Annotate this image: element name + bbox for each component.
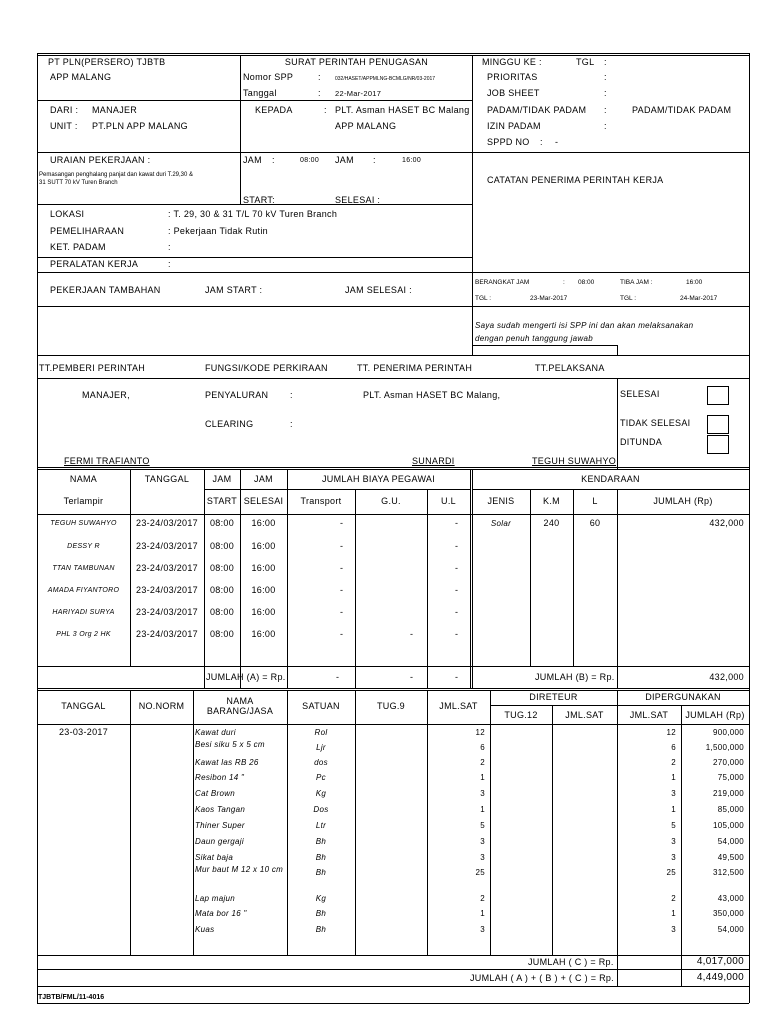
- col-satuan: SATUAN: [302, 701, 340, 711]
- tanggal-label: Tanggal: [243, 88, 277, 98]
- uraian-line1: Pemasangan penghalang panjat dan kawat duri T.29,30 &: [39, 172, 194, 178]
- row-jumlah: 75,000: [717, 773, 744, 782]
- colon: :: [168, 259, 171, 269]
- row-satuan: dos: [314, 758, 328, 767]
- row-start: 08:00: [209, 563, 235, 573]
- start-label: START:: [243, 195, 275, 205]
- row-nama: TTAN TAMBUNAN: [52, 565, 115, 572]
- row-nama: Kaos Tangan: [195, 805, 246, 814]
- jumlah-c-value: 4,017,000: [696, 956, 744, 967]
- catatan-label: CATATAN PENERIMA PERINTAH KERJA: [487, 175, 664, 185]
- row-tanggal: 23-24/03/2017: [136, 563, 198, 573]
- col-barang: BARANG/JASA: [206, 706, 274, 716]
- row-dip-jmlsat: 6: [671, 743, 676, 752]
- colon: :: [318, 72, 321, 82]
- row-jmlsat: 1: [480, 805, 485, 814]
- row-jmlsat: 3: [480, 789, 485, 798]
- col-nama: NAMA: [226, 696, 254, 706]
- col-start: START: [206, 496, 238, 506]
- signer-name-1: FERMI TRAFIANTO: [64, 456, 150, 466]
- colon: :: [290, 390, 293, 400]
- colon: :: [318, 88, 321, 98]
- colon: :: [604, 72, 607, 82]
- row-jmlsat: 3: [480, 853, 485, 862]
- tambahan-label: PEKERJAAN TAMBAHAN: [50, 285, 161, 295]
- row-ul: -: [455, 607, 459, 617]
- pelaksana-label: TT.PELAKSANA: [535, 363, 605, 373]
- col-ul: U.L: [441, 496, 456, 506]
- row-satuan: Rol: [314, 728, 328, 737]
- row-selesai: 16:00: [251, 541, 276, 551]
- uraian-line2: 31 SUTT 70 kV Turen Branch: [39, 180, 118, 186]
- kendaraan-l: 60: [589, 518, 601, 528]
- col-jam: JAM: [212, 474, 232, 484]
- row-start: 08:00: [209, 518, 235, 528]
- kendaraan-jumlah: 432,000: [709, 518, 744, 528]
- row-jumlah: 85,000: [717, 805, 744, 814]
- row-transport: -: [340, 563, 344, 573]
- row-jmlsat: 3: [480, 837, 485, 846]
- row-selesai: 16:00: [251, 585, 276, 595]
- col-nama: NAMA: [69, 474, 98, 484]
- uraian-label: URAIAN PEKERJAAN :: [50, 155, 151, 165]
- pemeliharaan-value: : Pekerjaan Tidak Rutin: [168, 226, 268, 236]
- statement-line2: dengan penuh tanggung jawab: [475, 334, 593, 343]
- lokasi-value: : T. 29, 30 & 31 T/L 70 kV Turen Branch: [168, 209, 338, 219]
- col-tug12: TUG.12: [504, 710, 538, 720]
- nomor-value: 032/HASET/APPMLNG-BCMLG/NR/03-2017: [335, 76, 436, 82]
- row-dip-jmlsat: 2: [671, 758, 676, 767]
- dari-label: DARI :: [50, 105, 79, 115]
- row-dip-jmlsat: 2: [671, 894, 676, 903]
- row-nama: Daun gergaji: [195, 837, 244, 846]
- row-jumlah: 54,000: [717, 837, 744, 846]
- row-jumlah: 49,500: [717, 853, 744, 862]
- row-ul: -: [455, 563, 459, 573]
- nomor-label: Nomor SPP: [243, 72, 294, 82]
- row-tanggal: 23-24/03/2017: [136, 541, 198, 551]
- padam-value: PADAM/TIDAK PADAM: [632, 105, 732, 115]
- berangkat-label: BERANGKAT JAM: [475, 279, 530, 286]
- row-jumlah: 312,500: [712, 868, 744, 877]
- total-value: 4,449,000: [696, 972, 744, 983]
- colon: :: [540, 137, 543, 147]
- row-nama: Resibon 14 ": [195, 773, 245, 782]
- row-nama: Lap majun: [195, 894, 236, 903]
- jam-start-label: JAM START :: [205, 285, 263, 295]
- jumlah-c-label: JUMLAH ( C ) = Rp.: [528, 957, 614, 967]
- row-jumlah: 54,000: [717, 925, 744, 934]
- peralatan-label: PERALATAN KERJA: [50, 259, 139, 269]
- row-selesai: 16:00: [251, 629, 276, 639]
- selesai-checkbox[interactable]: [707, 386, 729, 405]
- row-jumlah: 43,000: [717, 894, 744, 903]
- jam-selesai-label: JAM SELESAI :: [345, 285, 412, 295]
- sppd-label: SPPD NO: [487, 137, 530, 147]
- prioritas-label: PRIORITAS: [487, 72, 538, 82]
- row-nama: PHL 3 Org 2 HK: [56, 631, 111, 638]
- col-dip-jmlsat: JML.SAT: [629, 710, 669, 720]
- col-jam: JAM: [254, 474, 273, 484]
- pemeliharaan-label: PEMELIHARAAN: [50, 226, 125, 236]
- unit-name: APP MALANG: [50, 72, 112, 82]
- izin-padam-label: IZIN PADAM: [487, 121, 541, 131]
- row-nama: Mur baut M 12 x 10 cm: [195, 865, 284, 874]
- ket-padam-label: KET. PADAM: [50, 242, 106, 252]
- row-dip-jmlsat: 1: [671, 805, 676, 814]
- row-transport: -: [340, 585, 344, 595]
- row-jmlsat: 1: [480, 773, 485, 782]
- colon: :: [604, 121, 607, 131]
- row-nama: Thiner Super: [195, 821, 245, 830]
- row-jmlsat: 25: [475, 868, 485, 877]
- row-transport: -: [340, 541, 344, 551]
- row-jmlsat: 2: [480, 758, 485, 767]
- col-biaya: JUMLAH BIAYA PEGAWAI: [321, 474, 436, 484]
- row-satuan: Ltr: [315, 821, 327, 830]
- col-jenis: JENIS: [487, 496, 515, 506]
- tgl-berangkat: 23-Mar-2017: [530, 295, 568, 302]
- col-dipergunakan: DIPERGUNAKAN: [645, 692, 721, 702]
- colon: :: [290, 419, 293, 429]
- row-dip-jmlsat: 3: [671, 853, 676, 862]
- total-label: JUMLAH ( A ) + ( B ) + ( C ) = Rp.: [470, 973, 614, 983]
- row-dip-jmlsat: 5: [671, 821, 676, 830]
- jumlah-b-value: 432,000: [709, 672, 744, 682]
- jumlah-a-label: JUMLAH (A) = Rp.: [206, 672, 286, 682]
- col-kendaraan: KENDARAAN: [581, 474, 640, 484]
- pemberi-perintah-label: TT.PEMBERI PERINTAH: [39, 363, 146, 373]
- col-tanggal: TANGGAL: [61, 701, 106, 711]
- row-dip-jmlsat: 1: [671, 773, 676, 782]
- row-nama: Besi siku 5 x 5 cm: [195, 740, 265, 749]
- row-jmlsat: 2: [480, 894, 485, 903]
- colon: :: [324, 105, 327, 115]
- row-nama: Kawat las RB 26: [195, 758, 259, 767]
- row-satuan: Bh: [315, 909, 327, 918]
- penyaluran-label: PENYALURAN: [205, 390, 269, 400]
- row-selesai: 16:00: [251, 518, 276, 528]
- col-direteur: DIRETEUR: [529, 692, 578, 702]
- selesai-status-label: SELESAI: [620, 389, 660, 399]
- spp-title: SURAT PERINTAH PENUGASAN: [284, 57, 429, 67]
- row-dip-jmlsat: 12: [666, 728, 676, 737]
- colon: :: [604, 105, 607, 115]
- jam-label: JAM: [243, 155, 262, 165]
- row-ul: -: [455, 585, 459, 595]
- jumlah-a-transport: -: [336, 672, 340, 682]
- row-dip-jmlsat: 25: [666, 868, 676, 877]
- material-date: 23-03-2017: [58, 727, 109, 737]
- col-jumlah-rp: JUMLAH (Rp): [653, 496, 713, 506]
- tiba-value: 16:00: [686, 279, 703, 286]
- tidak-selesai-label: TIDAK SELESAI: [620, 418, 691, 428]
- row-dip-jmlsat: 1: [671, 909, 676, 918]
- colon: :: [373, 155, 376, 165]
- row-transport: -: [340, 518, 344, 528]
- row-ul: -: [455, 518, 459, 528]
- row-jmlsat: 12: [475, 728, 485, 737]
- fungsi-label: FUNGSI/KODE PERKIRAAN: [205, 363, 328, 373]
- row-jmlsat: 6: [480, 743, 485, 752]
- jam-start-value: 08:00: [300, 157, 320, 164]
- row-start: 08:00: [209, 629, 235, 639]
- col-norm: NO.NORM: [138, 701, 185, 711]
- jumlah-a-ul: -: [455, 672, 459, 682]
- job-sheet-label: JOB SHEET: [487, 88, 540, 98]
- plt-label: PLT. Asman HASET BC Malang,: [363, 390, 501, 400]
- row-nama: Sikat baja: [195, 853, 234, 862]
- row-nama: Kawat duri: [195, 728, 236, 737]
- col-l: L: [592, 496, 598, 506]
- kendaraan-jenis: Solar: [490, 519, 512, 528]
- col-dir-jmlsat: JML.SAT: [565, 710, 604, 720]
- col-tanggal: TANGGAL: [144, 474, 190, 484]
- selesai-label: SELESAI :: [335, 195, 381, 205]
- jam-label: JAM: [335, 155, 354, 165]
- jam-end-value: 16:00: [402, 157, 422, 164]
- col-jmlsat: JML.SAT: [439, 701, 478, 711]
- row-dip-jmlsat: 3: [671, 789, 676, 798]
- row-jumlah: 219,000: [712, 789, 744, 798]
- row-jmlsat: 1: [480, 909, 485, 918]
- colon: :: [272, 155, 275, 165]
- row-satuan: Kg: [315, 894, 327, 903]
- row-jumlah: 900,000: [712, 728, 744, 737]
- row-jumlah: 350,000: [712, 909, 744, 918]
- row-transport: -: [340, 629, 344, 639]
- statement-line1: Saya sudah mengerti isi SPP ini dan akan melaksanakan: [475, 321, 694, 330]
- col-dip-jumlah: JUMLAH (Rp): [685, 710, 745, 720]
- row-jmlsat: 5: [480, 821, 485, 830]
- tgl-tiba: 24-Mar-2017: [680, 295, 718, 302]
- col-tug9: TUG.9: [376, 701, 405, 711]
- row-satuan: Bh: [315, 925, 327, 934]
- row-start: 08:00: [209, 541, 235, 551]
- padam-label: PADAM/TIDAK PADAM: [487, 105, 587, 115]
- tgl-label: TGL :: [620, 295, 637, 302]
- row-tanggal: 23-24/03/2017: [136, 607, 198, 617]
- berangkat-value: 08:00: [578, 279, 595, 286]
- tgl-label: TGL :: [475, 295, 492, 302]
- kepada-line2: APP MALANG: [335, 121, 397, 131]
- unit-label: UNIT :: [50, 121, 78, 131]
- manajer-label: MANAJER,: [82, 390, 130, 400]
- tidak-selesai-checkbox[interactable]: [707, 415, 729, 434]
- dari-value: MANAJER: [92, 105, 138, 115]
- tgl-label: TGL: [576, 57, 595, 67]
- colon: :: [168, 242, 171, 252]
- minggu-label: MINGGU KE :: [482, 57, 542, 67]
- row-nama: Kuas: [195, 925, 215, 934]
- signer-name-2: SUNARDI: [412, 456, 455, 466]
- company-name: PT PLN(PERSERO) TJBTB: [48, 57, 166, 67]
- row-satuan: Kg: [315, 789, 327, 798]
- colon: :: [604, 57, 607, 67]
- unit-value: PT.PLN APP MALANG: [92, 121, 188, 131]
- row-ul: -: [455, 629, 459, 639]
- signer-name-3: TEGUH SUWAHYO: [532, 456, 617, 466]
- col-terlampir: Terlampir: [63, 496, 104, 506]
- tanggal-value: 22-Mar-2017: [335, 89, 382, 98]
- row-satuan: Dos: [313, 805, 329, 814]
- row-ul: -: [455, 541, 459, 551]
- row-nama: TEGUH SUWAHYO: [50, 520, 117, 527]
- row-nama: Mata bor 16 ": [195, 909, 247, 918]
- penerima-perintah-label: TT. PENERIMA PERINTAH: [357, 363, 473, 373]
- ditunda-checkbox[interactable]: [707, 435, 729, 454]
- row-selesai: 16:00: [251, 563, 276, 573]
- row-dip-jmlsat: 3: [671, 925, 676, 934]
- row-jumlah: 1,500,000: [705, 743, 744, 752]
- kendaraan-km: 240: [543, 518, 560, 528]
- row-transport: -: [340, 607, 344, 617]
- row-selesai: 16:00: [251, 607, 276, 617]
- clearing-label: CLEARING: [205, 419, 254, 429]
- row-start: 08:00: [209, 607, 235, 617]
- row-tanggal: 23-24/03/2017: [136, 629, 198, 639]
- row-jumlah: 270,000: [712, 758, 744, 767]
- tiba-label: TIBA JAM :: [620, 279, 653, 286]
- row-satuan: Ljr: [316, 743, 326, 752]
- ditunda-label: DITUNDA: [620, 437, 663, 447]
- row-nama: DESSY R: [67, 543, 100, 550]
- row-satuan: Bh: [315, 868, 327, 877]
- lokasi-label: LOKASI: [50, 209, 85, 219]
- row-gu: -: [410, 629, 414, 639]
- row-satuan: Bh: [315, 837, 327, 846]
- row-tanggal: 23-24/03/2017: [136, 518, 198, 528]
- kepada-label: KEPADA: [255, 105, 293, 115]
- col-transport: Transport: [300, 496, 342, 506]
- col-km: K.M: [543, 496, 560, 506]
- jumlah-b-label: JUMLAH (B) = Rp.: [535, 672, 615, 682]
- row-nama: AMADA FIYANTORO: [47, 587, 120, 594]
- row-dip-jmlsat: 3: [671, 837, 676, 846]
- sppd-value: -: [555, 137, 559, 147]
- jumlah-a-gu: -: [410, 672, 414, 682]
- row-tanggal: 23-24/03/2017: [136, 585, 198, 595]
- row-satuan: Pc: [316, 773, 326, 782]
- colon: :: [563, 279, 565, 286]
- kepada-line1: PLT. Asman HASET BC Malang: [335, 105, 470, 115]
- row-jumlah: 105,000: [712, 821, 744, 830]
- row-satuan: Bh: [315, 853, 327, 862]
- col-selesai: SELESAI: [243, 496, 284, 506]
- row-nama: HARIYADI SURYA: [52, 609, 115, 616]
- row-nama: Cat Brown: [195, 789, 236, 798]
- row-start: 08:00: [209, 585, 235, 595]
- row-jmlsat: 3: [480, 925, 485, 934]
- col-gu: G.U.: [381, 496, 401, 506]
- colon: :: [604, 88, 607, 98]
- footer-code: TJBTB/FML/11-4016: [38, 994, 105, 1001]
